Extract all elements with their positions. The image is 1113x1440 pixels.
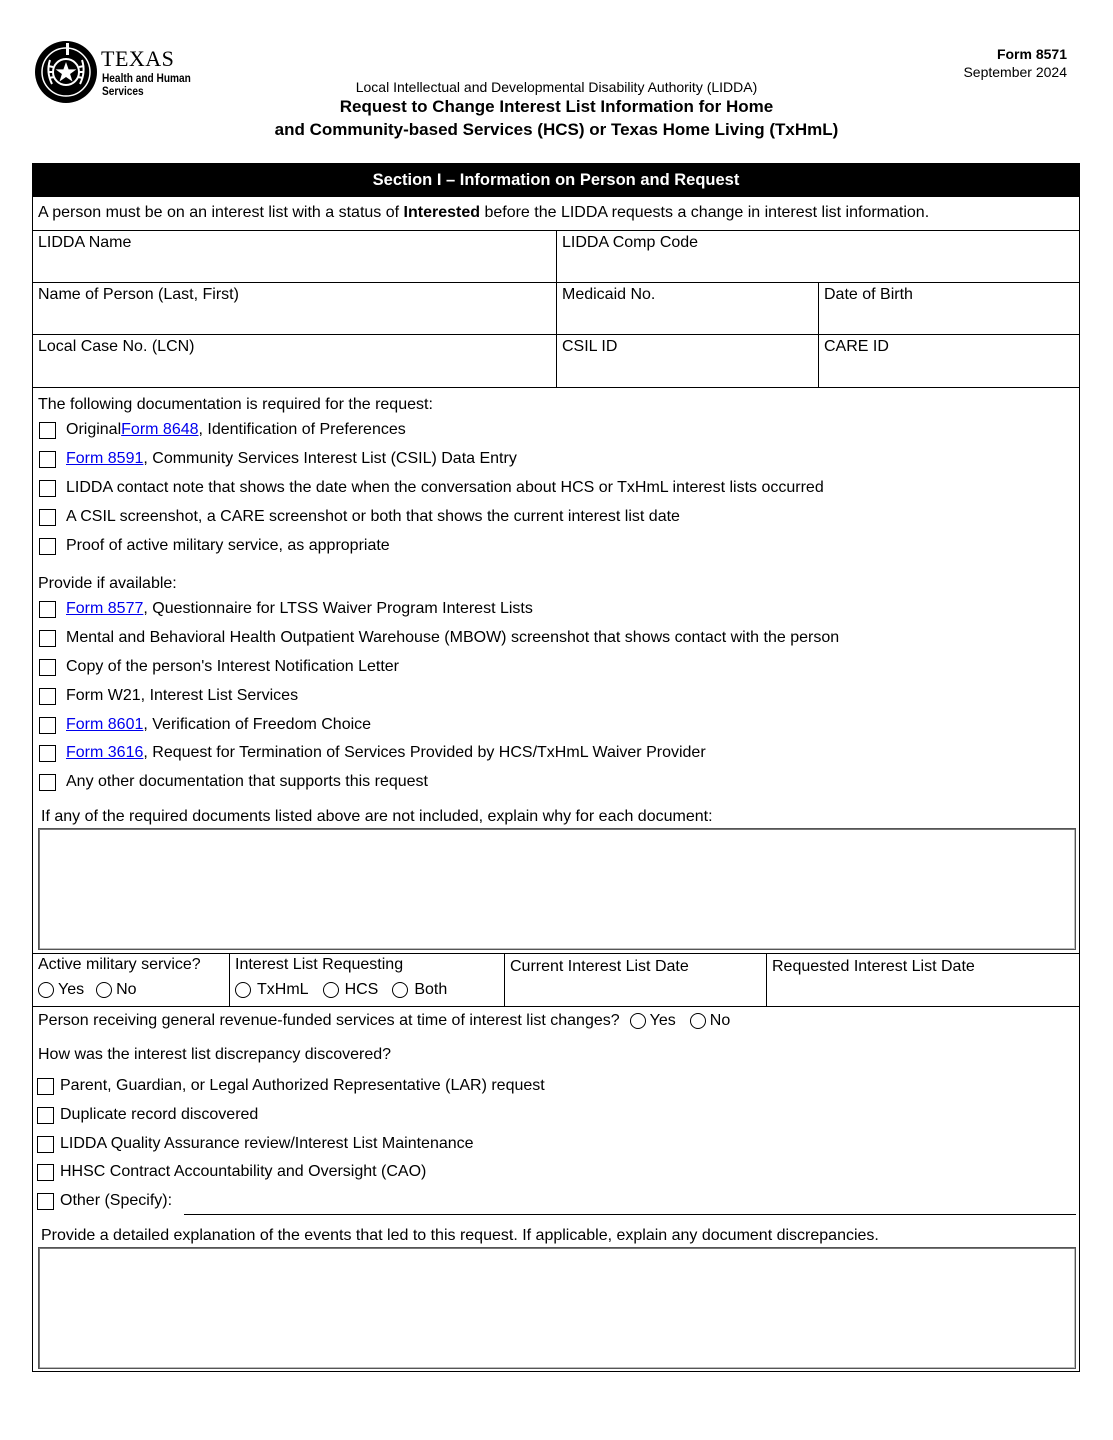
checkbox[interactable] [39,717,56,734]
current-interest-list-date-field[interactable] [504,954,766,1006]
discovery-option[interactable] [37,1134,474,1154]
interest-list-requesting-label: Interest List Requesting [235,956,404,973]
gr-funded-yes-option[interactable] [630,1012,676,1030]
checkbox[interactable] [37,1078,54,1095]
hcs-option[interactable] [323,981,379,999]
required-doc-item[interactable] [39,420,406,440]
optional-doc-item[interactable] [39,772,428,792]
lidda-row [33,230,1079,282]
both-option[interactable] [392,981,447,999]
form-8648-link[interactable]: Form 8648 [121,421,199,438]
checkbox[interactable] [39,688,56,705]
lidda-name-field[interactable] [33,231,556,282]
request-details-row [33,953,1079,1006]
form-number: Form 8571 [996,46,1067,62]
doc-text: Proof of active military service, as appropriate [66,537,390,554]
radio-button[interactable] [96,982,112,998]
doc-text: , Verification of Freedom Choice [143,716,372,733]
interest-list-radio-group [235,981,447,999]
radio-label: No [116,981,137,998]
radio-button[interactable] [38,982,54,998]
agency-name: Local Intellectual and Developmental Disability Authority (LIDDA) [355,79,758,95]
form-date: September 2024 [963,64,1067,80]
interest-list-requesting-field [229,954,504,1006]
date-of-birth-label: Date of Birth [824,286,913,303]
other-specify-input[interactable] [184,1214,1076,1215]
military-service-field [33,954,229,1006]
optional-docs-heading: Provide if available: [38,575,177,592]
discovery-option-label: Duplicate record discovered [60,1106,259,1123]
person-row [33,282,1079,334]
intro-bold-status: Interested [403,204,480,221]
discovery-option-label: Parent, Guardian, or Legal Authorized Representative (LAR) request [60,1077,545,1094]
gr-funded-label: Person receiving general revenue-funded services at time of interest list changes? [38,1012,620,1029]
discovery-option-label: LIDDA Quality Assurance review/Interest List Maintenance [60,1135,474,1152]
checkbox[interactable] [39,745,56,762]
doc-text: Form W21, Interest List Services [66,687,299,704]
logo-subtitle-line1: Health and Human [102,73,191,85]
checkbox[interactable] [39,774,56,791]
form-3616-link[interactable]: Form 3616 [66,744,144,761]
detailed-explanation-textarea[interactable] [38,1247,1076,1369]
ids-row [33,334,1079,387]
discovery-option-other[interactable] [37,1191,172,1211]
military-no-option[interactable] [96,981,136,999]
radio-button[interactable] [235,982,251,998]
intro-text-part: A person must be on an interest list with a status of [38,204,404,221]
radio-button[interactable] [392,982,408,998]
lidda-comp-code-label: LIDDA Comp Code [562,234,699,251]
lidda-name-label: LIDDA Name [38,234,132,251]
person-name-label: Name of Person (Last, First) [38,286,239,303]
csil-id-label: CSIL ID [562,338,618,355]
logo-title: TEXAS [101,46,175,71]
checkbox[interactable] [39,659,56,676]
intro-text-part: before the LIDDA requests a change in interest list information. [480,204,930,221]
doc-text: LIDDA contact note that shows the date when the conversation about HCS or TxHmL interest lists occurred [66,479,824,496]
radio-label: Yes [649,1012,676,1029]
doc-text: , Request for Termination of Services Provided by HCS/TxHmL Waiver Provider [143,744,706,761]
discrepancy-block [33,1006,1079,1372]
doc-text: Copy of the person's Interest Notification Letter [66,658,400,675]
checkbox[interactable] [39,480,56,497]
form-8591-link[interactable]: Form 8591 [66,450,144,467]
optional-doc-item[interactable] [39,657,399,677]
military-service-label: Active military service? [38,956,201,973]
required-docs-heading: The following documentation is required for the request: [38,396,433,413]
intro-text [38,203,929,223]
optional-doc-item[interactable] [39,686,298,706]
checkbox[interactable] [37,1136,54,1153]
required-doc-item[interactable] [39,507,680,527]
discovery-option[interactable] [37,1105,258,1125]
care-id-label: CARE ID [824,338,889,355]
form-title-line2: and Community-based Services (HCS) or Texas Home Living (TxHmL) [274,120,839,139]
radio-label: TxHmL [257,981,309,998]
discovery-option-label: Other (Specify): [60,1192,173,1209]
current-interest-list-date-label: Current Interest List Date [510,958,689,975]
person-name-field[interactable] [33,283,556,334]
discovery-option[interactable] [37,1076,545,1096]
explanation-prompt: Provide a detailed explanation of the events that led to this request. If applicable, explain any document discrepancies. [41,1227,879,1244]
radio-label: No [709,1012,731,1029]
section-1-form [32,163,1080,1372]
gr-funded-no-option[interactable] [690,1012,730,1030]
military-service-radio-group [38,981,137,999]
doc-text: , Identification of Preferences [198,421,406,438]
doc-text: A CSIL screenshot, a CARE screenshot or both that shows the current interest list date [66,508,680,525]
discovery-heading: How was the interest list discrepancy discovered? [38,1046,392,1063]
medicaid-no-label: Medicaid No. [562,286,656,303]
doc-text: Any other documentation that supports this request [66,773,428,790]
care-id-field[interactable] [818,335,1079,387]
required-doc-item[interactable] [39,478,824,498]
optional-doc-item[interactable] [39,715,371,735]
checkbox[interactable] [39,601,56,618]
lidda-comp-code-field[interactable] [556,231,1079,282]
radio-button[interactable] [323,982,339,998]
txhml-option[interactable] [235,981,309,999]
intro-row [33,197,1079,230]
radio-label: Both [414,981,448,998]
date-of-birth-field[interactable] [818,283,1079,334]
lcn-label: Local Case No. (LCN) [38,338,195,355]
radio-button[interactable] [690,1013,706,1029]
discovery-option-label: HHSC Contract Accountability and Oversight (CAO) [60,1163,427,1180]
checkbox[interactable] [39,509,56,526]
required-doc-item[interactable] [39,536,390,556]
optional-doc-item[interactable] [39,628,839,648]
optional-doc-item[interactable] [39,599,533,619]
required-doc-item[interactable] [39,449,517,469]
checkbox[interactable] [39,422,56,439]
gr-funded-question [38,1012,730,1030]
missing-docs-prompt: If any of the required documents listed above are not included, explain why for each document: [41,808,713,825]
doc-text: Mental and Behavioral Health Outpatient Warehouse (MBOW) screenshot that shows contact with the person [66,629,840,646]
checkbox[interactable] [37,1107,54,1124]
missing-docs-explanation-textarea[interactable] [38,828,1076,950]
form-8601-link[interactable]: Form 8601 [66,716,144,733]
checkbox[interactable] [37,1164,54,1181]
form-title-line1: Request to Change Interest List Information for Home [339,97,774,116]
documentation-block [33,387,1079,953]
doc-text: , Questionnaire for LTSS Waiver Program Interest Lists [143,600,533,617]
radio-label: HCS [344,981,379,998]
form-8577-link[interactable]: Form 8577 [66,600,144,617]
medicaid-no-field[interactable] [556,283,818,334]
checkbox[interactable] [39,451,56,468]
checkbox[interactable] [39,538,56,555]
optional-doc-item[interactable] [39,743,706,763]
doc-text: Original [66,421,122,438]
military-yes-option[interactable] [38,981,84,999]
doc-text: , Community Services Interest List (CSIL) Data Entry [143,450,517,467]
requested-interest-list-date-label: Requested Interest List Date [772,958,975,975]
checkbox[interactable] [39,630,56,647]
csil-id-field[interactable] [556,335,818,387]
logo-subtitle-line2: Services [102,86,144,98]
radio-button[interactable] [630,1013,646,1029]
lcn-field[interactable] [33,335,556,387]
radio-label: Yes [58,981,85,998]
discovery-option[interactable] [37,1162,426,1182]
requested-interest-list-date-field[interactable] [766,954,1079,1006]
section-header: Section I – Information on Person and Request [33,164,1079,197]
checkbox[interactable] [37,1193,54,1210]
